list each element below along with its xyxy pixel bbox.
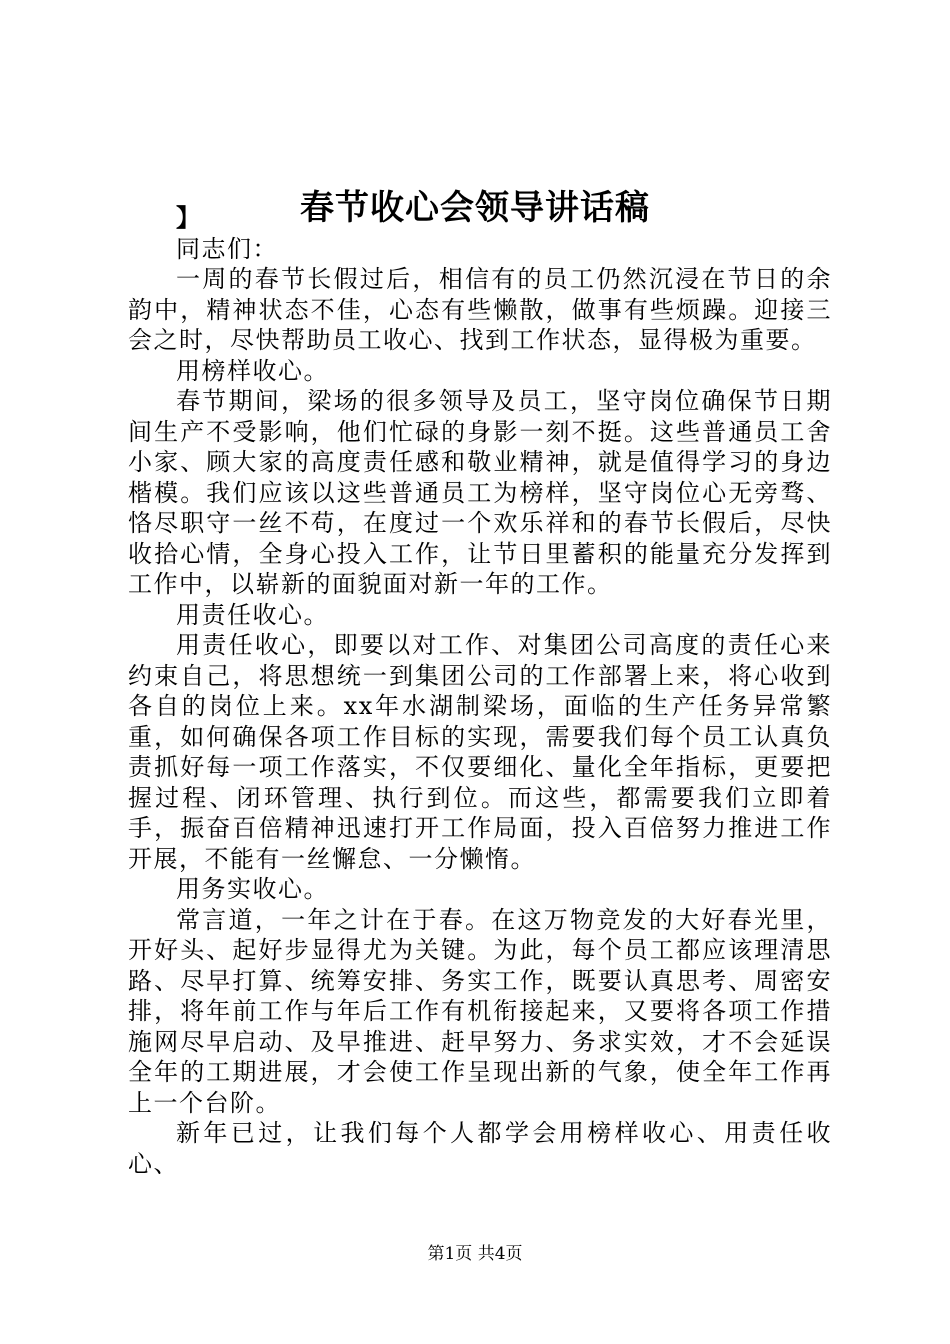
- document-body: [128, 203, 832, 1179]
- paragraph-intro: 一周的春节长假过后，相信有的员工仍然沉浸在节日的余韵中，精神状态不佳，心态有些懒散，做事有些烦躁。迎接三会之时，尽快帮助员工收心、找到工作状态，显得极为重要。: [128, 265, 832, 354]
- paragraph-role-model: 春节期间，梁场的很多领导及员工，坚守岗位确保节日期间生产不受影响，他们忙碌的身影一刻不挺。这些普通员工舍小家、顾大家的高度责任感和敬业精神，就是值得学习的身边楷模。我们应该以这些普通员工为榜样，坚守岗位心无旁骛、恪尽职守一丝不苟，在度过一个欢乐祥和的春节长假后，尽快收拾心情，全身心投入工作，让节日里蓄积的能量充分发挥到工作中，以崭新的面貌面对新一年的工作。: [128, 387, 832, 598]
- document-title: 春节收心会领导讲话稿: [300, 188, 650, 228]
- paragraph-closing: 新年已过，让我们每个人都学会用榜样收心、用责任收心、: [128, 1119, 832, 1178]
- paragraph-pragmatism: 常言道，一年之计在于春。在这万物竞发的大好春光里，开好头、起好步显得尤为关键。为此，每个员工都应该理清思路、尽早打算、统筹安排、务实工作，既要认真思考、周密安排，将年前工作与年后工作有机衔接起来，又要将各项工作措施网尽早启动、及早推进、赶早努力、务求实效，才不会延误全年的工期进展，才会使工作呈现出新的气象，使全年工作再上一个台阶。: [128, 905, 832, 1117]
- page-footer: 第1页 共4页: [427, 1244, 523, 1264]
- section-heading-pragmatism: 用务实收心。: [176, 875, 329, 903]
- section-heading-role-model: 用榜样收心。: [176, 356, 329, 385]
- paragraph-bracket: 】: [176, 203, 202, 232]
- section-heading-responsibility: 用责任收心。: [176, 600, 329, 629]
- paragraph-responsibility: 用责任收心，即要以对工作、对集团公司高度的责任心来约束自己，将思想统一到集团公司的工作部署上来，将心收到各自的岗位上来。xx年水湖制梁场，面临的生产任务异常繁重，如何确保各项工作目标的实现，需要我们每个员工认真负责抓好每一项工作落实，不仅要细化、量化全年指标，更要把握过程、闭环管理、执行到位。而这些，都需要我们立即着手，振奋百倍精神迅速打开工作局面，投入百倍努力推进工作开展，不能有一丝懈怠、一分懒惰。: [128, 631, 832, 873]
- paragraph-salutation: 同志们：: [176, 234, 278, 263]
